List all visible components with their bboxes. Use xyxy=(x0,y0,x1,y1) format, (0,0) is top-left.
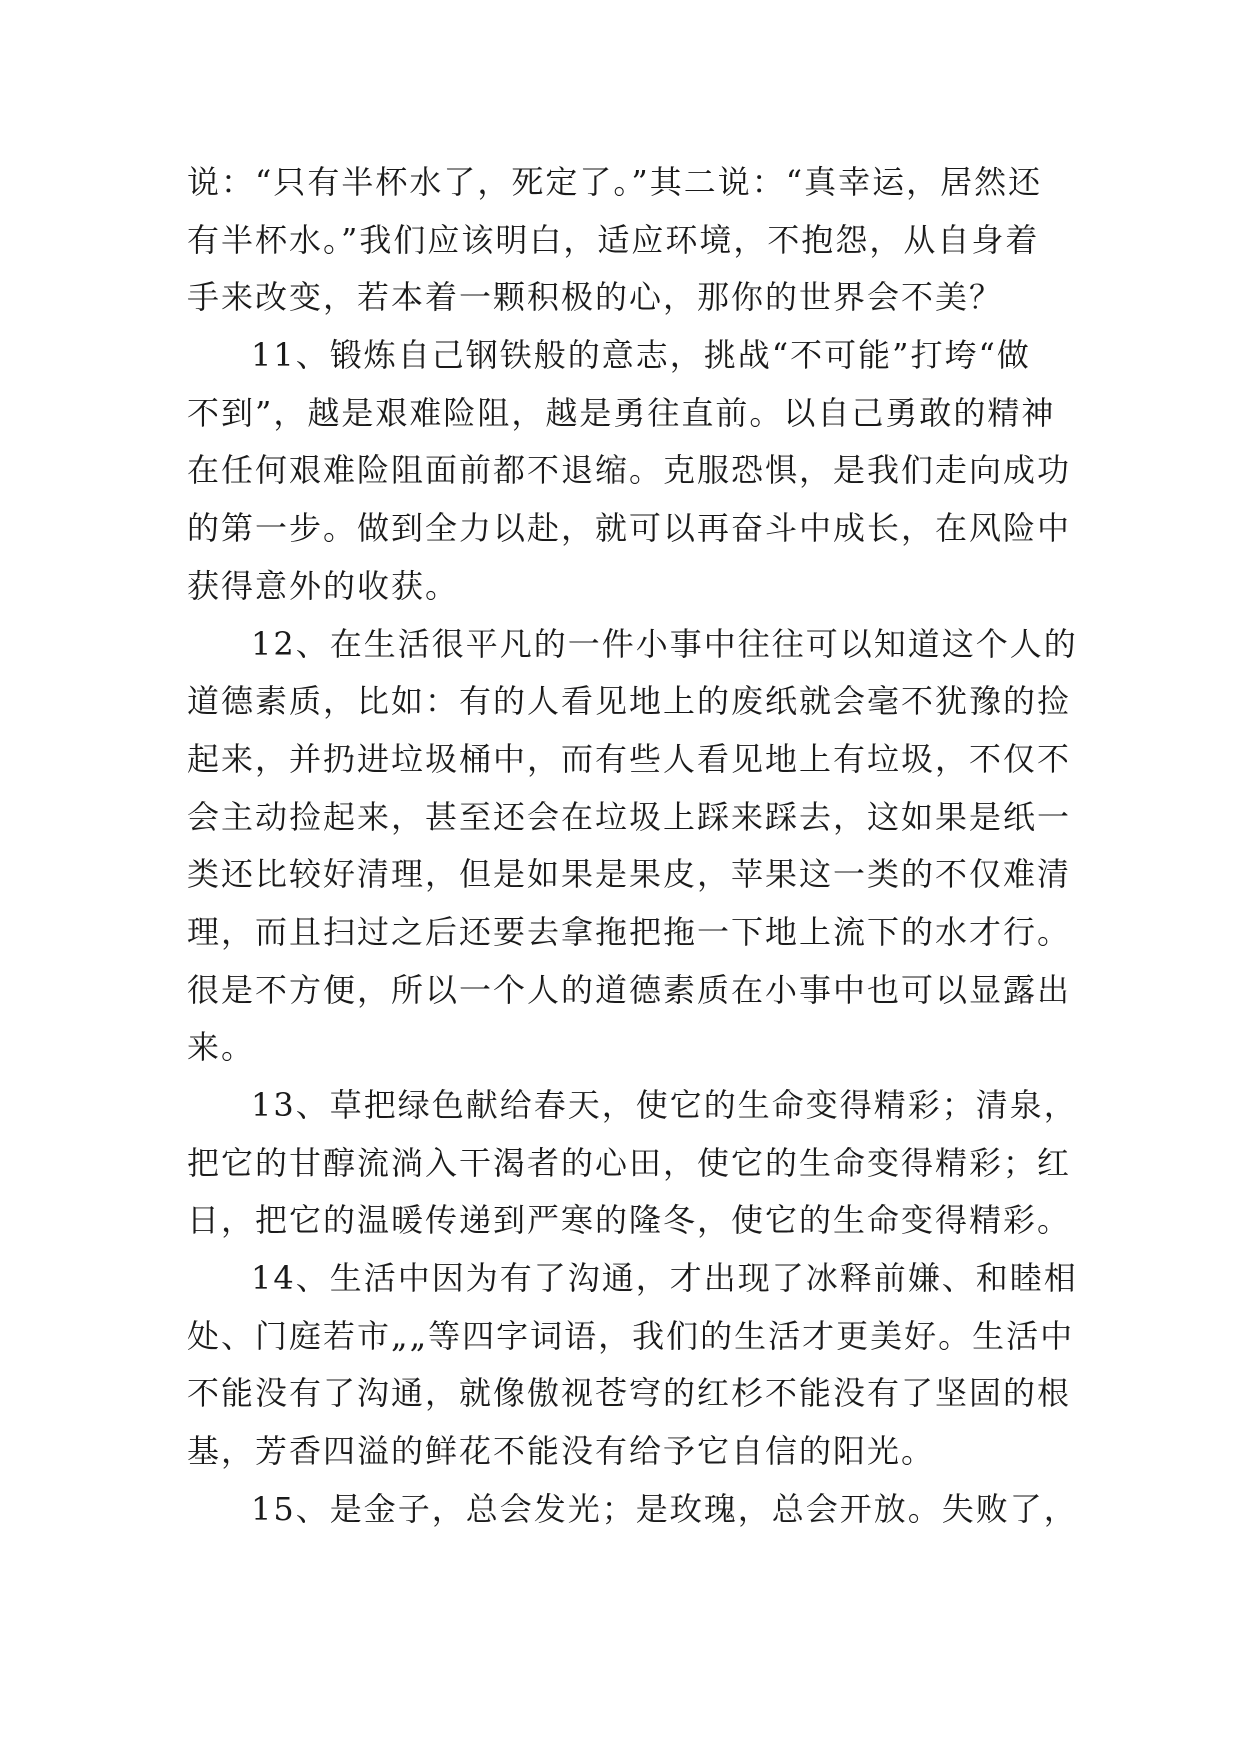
text-line-10: 道德素质，比如：有的人看见地上的废纸就会毫不犹豫的捡 xyxy=(187,682,1072,721)
text-line-8: 获得意外的收获。 xyxy=(187,566,460,605)
paragraph-11-start: 11、锻炼自己钢铁般的意志，挑战“不可能”打垮“做 xyxy=(251,336,1031,375)
text-line-1: 说：“只有半杯水了，死定了。”其二说：“真幸运，居然还 xyxy=(187,163,1043,201)
text-line-5: 不到”，越是艰难险阻，越是勇往直前。以自己勇敢的精神 xyxy=(187,393,1056,432)
paragraph-13-start: 13、草把绿色献给春天，使它的生命变得精彩；清泉， xyxy=(251,1086,1078,1124)
text-line-22: 不能没有了沟通，就像傲视苍穹的红杉不能没有了坚固的根 xyxy=(187,1374,1072,1413)
text-line-19: 日，把它的温暖传递到严寒的隆冬，使它的生命变得精彩。 xyxy=(187,1201,1072,1240)
text-line-11: 起来，并扔进垃圾桶中，而有些人看见地上有垃圾，不仅不 xyxy=(187,739,1072,778)
text-line-16: 来。 xyxy=(187,1028,256,1067)
text-line-15: 很是不方便，所以一个人的道德素质在小事中也可以显露出 xyxy=(187,970,1072,1009)
text-line-21: 处、门庭若市„„等四字词语，我们的生活才更美好。生活中 xyxy=(187,1316,1075,1355)
text-line-14: 理，而且扫过之后还要去拿拖把拖一下地上流下的水才行。 xyxy=(187,912,1072,951)
text-line-12: 会主动捡起来，甚至还会在垃圾上踩来踩去，这如果是纸一 xyxy=(187,797,1072,836)
text-line-23: 基，芳香四溢的鲜花不能没有给予它自信的阳光。 xyxy=(187,1432,936,1471)
body-text xyxy=(187,154,1078,1539)
text-line-7: 的第一步。做到全力以赴，就可以再奋斗中成长，在风险中 xyxy=(187,509,1072,548)
text-line-18: 把它的甘醇流淌入干渴者的心田，使它的生命变得精彩；红 xyxy=(187,1143,1072,1182)
text-line-6: 在任何艰难险阻面前都不退缩。克服恐惧，是我们走向成功 xyxy=(187,451,1072,490)
paragraph-12-start: 12、在生活很平凡的一件小事中往往可以知道这个人的 xyxy=(251,624,1078,663)
text-line-13: 类还比较好清理，但是如果是果皮，苹果这一类的不仅难清 xyxy=(187,855,1072,894)
paragraph-15-start: 15、是金子，总会发光；是玫瑰，总会开放。失败了， xyxy=(251,1489,1078,1528)
text-line-2: 有半杯水。”我们应该明白，适应环境，不抱怨，从自身着 xyxy=(187,220,1040,259)
text-line-3: 手来改变，若本着一颗积极的心，那你的世界会不美？ xyxy=(187,278,1004,317)
paragraph-14-start: 14、生活中因为有了沟通，才出现了冰释前嫌、和睦相 xyxy=(251,1259,1078,1298)
